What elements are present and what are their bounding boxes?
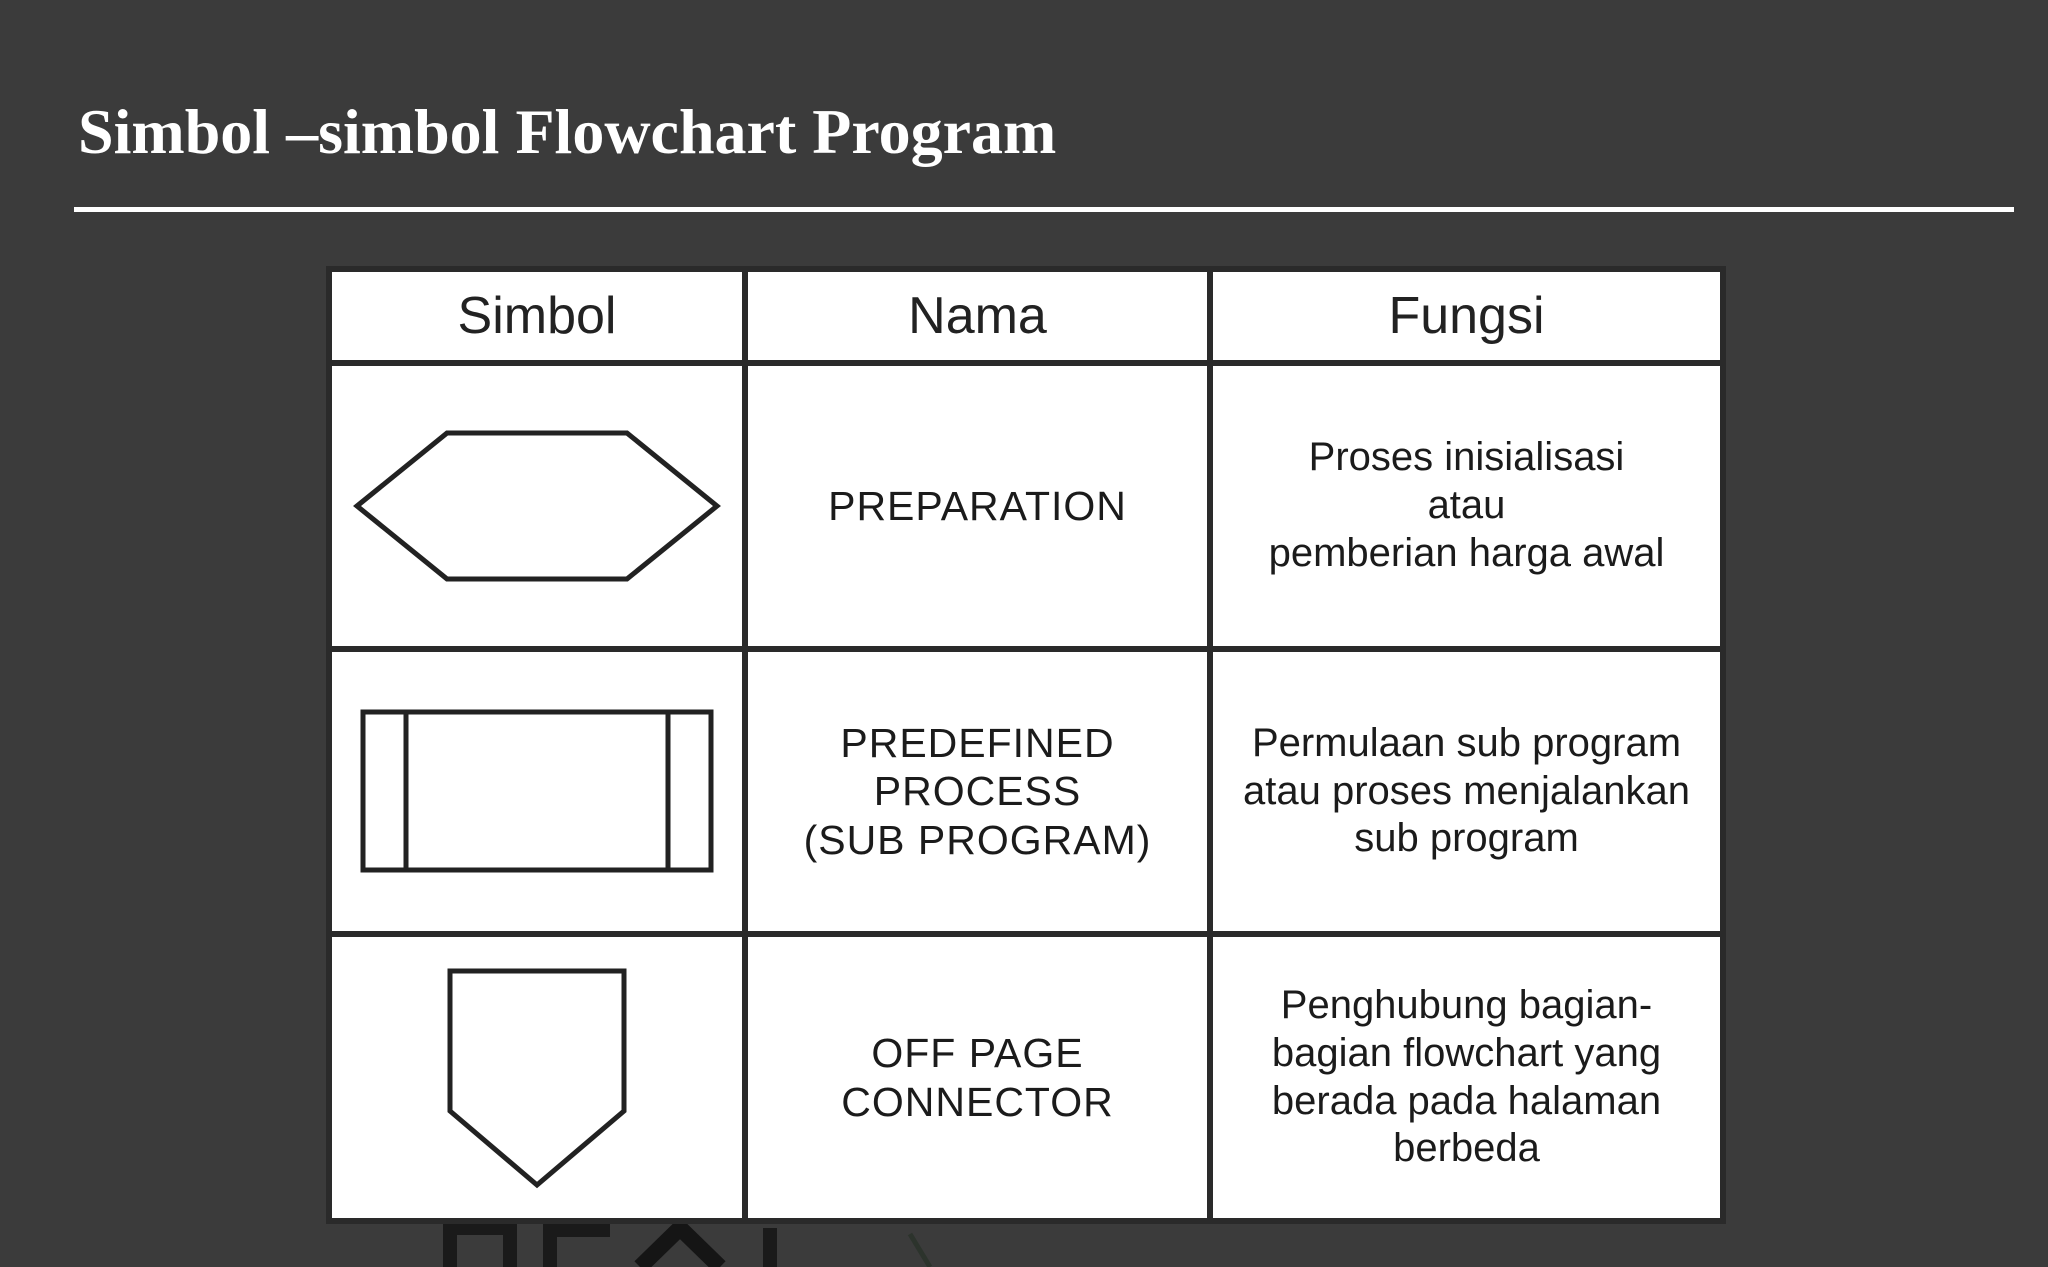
background-graphic (440, 1224, 960, 1267)
symbol-table-frame (326, 266, 1726, 1224)
function-cell (1213, 366, 1720, 646)
header-symbol: Simbol (332, 272, 742, 360)
function-line: bagian flowchart yang (1271, 1031, 1662, 1076)
name-cell (748, 652, 1207, 932)
symbol-cell (332, 652, 742, 932)
title-divider (74, 207, 2014, 212)
name-line: PREDEFINED (840, 719, 1115, 766)
name-line: OFF PAGE (871, 1030, 1084, 1077)
name-cell (748, 366, 1207, 646)
function-line: atau proses menjalankan (1243, 768, 1690, 813)
table-header-row (332, 272, 1720, 360)
slide-title: Simbol –simbol Flowchart Program (78, 96, 1057, 167)
table-row (332, 652, 1720, 932)
name-line: CONNECTOR (841, 1078, 1114, 1125)
function-cell (1213, 937, 1720, 1218)
function-line: berbeda (1393, 1126, 1540, 1171)
function-line: berada pada halaman (1271, 1078, 1662, 1123)
function-line: pemberian harga awal (1268, 530, 1665, 575)
hexagon-icon (352, 426, 722, 586)
header-name: Nama (748, 272, 1207, 360)
function-line: Permulaan sub program (1251, 721, 1682, 766)
function-line: Penghubung bagian- (1280, 983, 1653, 1028)
header-function: Fungsi (1213, 272, 1720, 360)
function-line: sub program (1354, 816, 1579, 861)
function-line: atau (1427, 483, 1506, 528)
table-row (332, 937, 1720, 1218)
symbol-cell (332, 937, 742, 1218)
table-row (332, 366, 1720, 646)
symbol-table (326, 266, 1726, 1224)
predefined-process-icon (360, 709, 714, 873)
function-line: Proses inisialisasi (1308, 435, 1625, 480)
off-page-connector-icon (446, 967, 628, 1189)
symbol-cell (332, 366, 742, 646)
name-line: PROCESS (873, 768, 1082, 815)
function-cell (1213, 652, 1720, 932)
name-line: (SUB PROGRAM) (803, 816, 1152, 863)
name-line: PREPARATION (828, 482, 1127, 529)
name-cell (748, 937, 1207, 1218)
